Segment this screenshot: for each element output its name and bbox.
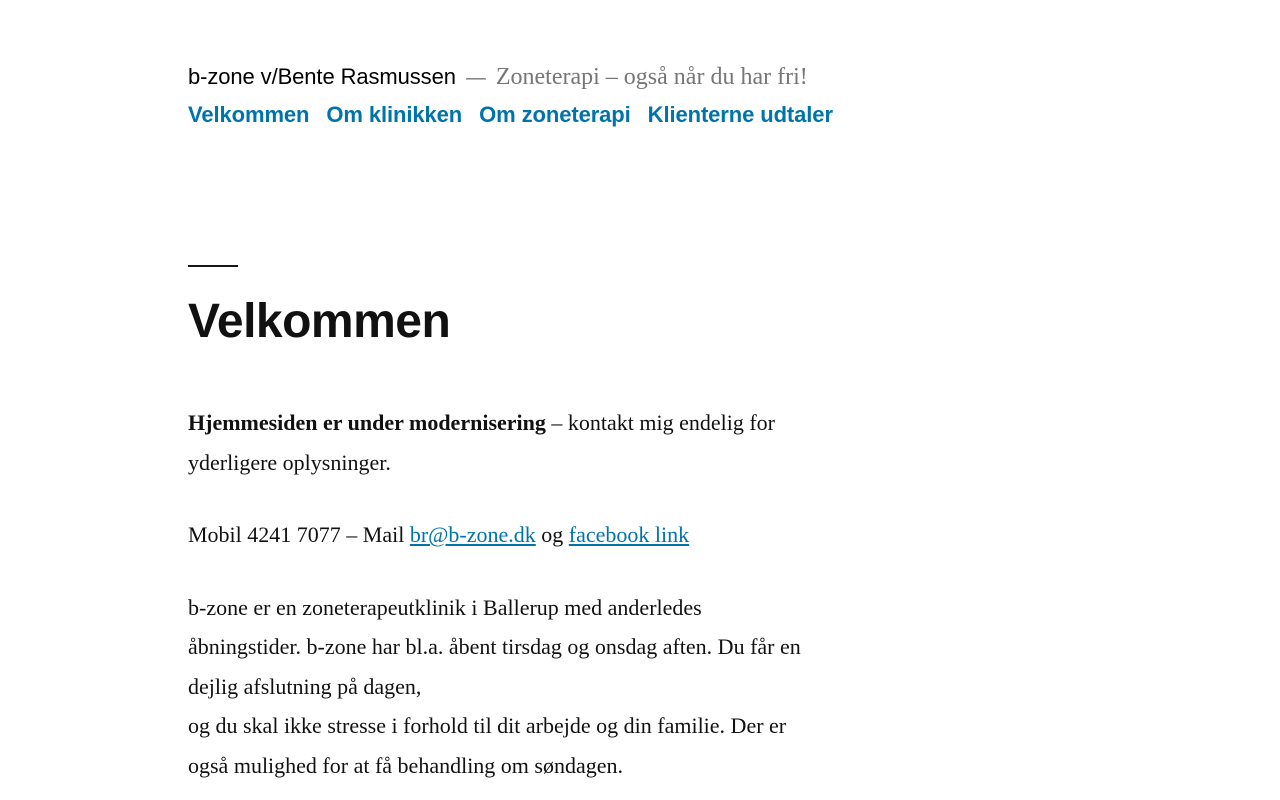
page-title: Velkommen: [188, 295, 451, 348]
intro-line-1: [188, 403, 828, 443]
intro-text-part-2: yderligere oplysninger.: [188, 449, 391, 475]
title-divider: [188, 265, 238, 267]
site-header: [188, 64, 1188, 130]
description-line: åbningstider. b-zone har bl.a. åbent tirsdag og onsdag aften. Du får en: [188, 634, 801, 659]
site-branding: [188, 64, 1188, 98]
contact-connector-text: og: [535, 522, 569, 547]
description-line: b-zone er en zoneterapeutklinik i Ballerup med anderledes: [188, 594, 702, 620]
site-tagline: Zoneterapi – også når du har fri!: [495, 64, 808, 90]
contact-phone-text: Mobil 4241 7077 – Mail: [188, 522, 410, 547]
nav-item-klienterne-udtaler[interactable]: Klienterne udtaler: [647, 102, 833, 127]
entry-content: [188, 403, 828, 800]
intro-text-part-1: – kontakt mig endelig for: [545, 410, 776, 435]
facebook-link[interactable]: facebook link: [568, 522, 690, 547]
title-separator: —: [465, 67, 486, 89]
main-navigation: [188, 100, 1188, 130]
site-title-link[interactable]: b-zone v/Bente Rasmussen: [188, 64, 456, 89]
email-link[interactable]: br@b-zone.dk: [409, 522, 536, 547]
nav-item-om-zoneterapi[interactable]: Om zoneterapi: [479, 102, 631, 127]
description-line: også mulighed for at få behandling om søndagen.: [188, 752, 624, 778]
description-paragraph: [188, 588, 828, 786]
intro-bold-text: Hjemmesiden er under modernisering: [188, 410, 546, 435]
nav-item-velkommen[interactable]: Velkommen: [188, 102, 310, 127]
contact-paragraph: [188, 515, 828, 555]
description-line: dejlig afslutning på dagen,: [188, 673, 422, 699]
entry-header: [188, 265, 828, 350]
nav-item-om-klinikken[interactable]: Om klinikken: [326, 102, 463, 127]
intro-paragraph: [188, 403, 828, 482]
description-line: og du skal ikke stresse i forhold til dit arbejde og din familie. Der er: [188, 713, 787, 738]
